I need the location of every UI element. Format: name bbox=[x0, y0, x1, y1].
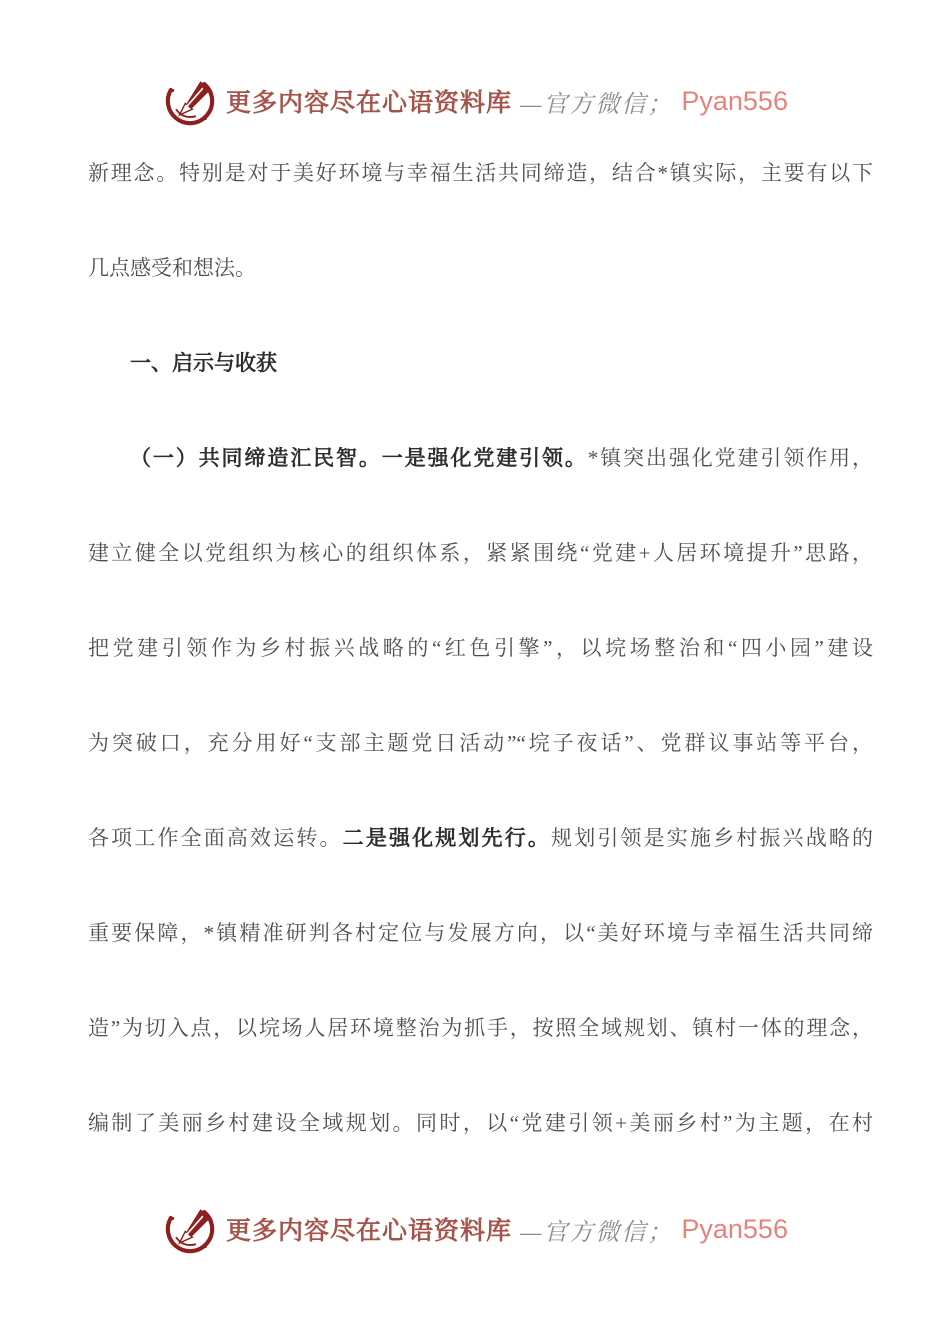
text-segment: *镇突出强化党建引领作用， bbox=[587, 446, 873, 470]
brand-wechat-label: —官方微信； bbox=[520, 1219, 674, 1246]
text-line bbox=[88, 1011, 873, 1106]
text-segment: 为突破口，充分用好“支部主题党日活动”“垸子夜话”、党群议事站等平台， bbox=[88, 731, 873, 755]
text-segment: 把党建引领作为乡村振兴战略的“红色引擎”，以垸场整治和“四小园”建设 bbox=[88, 636, 873, 660]
text-segment: 造”为切入点，以垸场人居环境整治为抓手，按照全域规划、镇村一体的理念， bbox=[88, 1016, 873, 1040]
document-body bbox=[88, 156, 873, 1201]
text-line bbox=[88, 536, 873, 631]
header-brand bbox=[0, 70, 950, 132]
brand-site-name: 更多内容尽在心语资料库 bbox=[226, 90, 513, 117]
text-line bbox=[88, 821, 873, 916]
text-line bbox=[88, 441, 873, 536]
text-line bbox=[88, 916, 873, 1011]
brand-wechat-id: Pyan556 bbox=[681, 1213, 788, 1244]
text-segment: 二是强化规划先行。 bbox=[342, 826, 552, 850]
text-line bbox=[88, 726, 873, 821]
text-line bbox=[88, 631, 873, 726]
brand-wechat-id: Pyan556 bbox=[681, 85, 788, 116]
text-line bbox=[88, 251, 873, 346]
text-segment: （一）共同缔造汇民智。一是强化党建引领。 bbox=[130, 446, 588, 470]
text-segment: 一、启示与收获 bbox=[130, 351, 277, 375]
brand-wechat-label: —官方微信； bbox=[520, 91, 674, 118]
footer-brand bbox=[0, 1198, 950, 1260]
pen-swirl-logo bbox=[162, 1201, 218, 1257]
pen-swirl-logo bbox=[162, 73, 218, 129]
text-segment: 编制了美丽乡村建设全域规划。同时，以“党建引领+美丽乡村”为主题，在村 bbox=[88, 1111, 873, 1135]
brand-site-name: 更多内容尽在心语资料库 bbox=[226, 1218, 513, 1245]
text-segment: 新理念。特别是对于美好环境与幸福生活共同缔造，结合*镇实际，主要有以下 bbox=[88, 161, 873, 185]
text-segment: 规划引领是实施乡村振兴战略的 bbox=[551, 826, 873, 850]
text-line bbox=[88, 156, 873, 251]
text-line bbox=[88, 1106, 873, 1201]
text-segment: 几点感受和想法。 bbox=[88, 256, 256, 280]
text-segment: 建立健全以党组织为核心的组织体系，紧紧围绕“党建+人居环境提升”思路， bbox=[88, 541, 873, 565]
section-heading bbox=[88, 346, 873, 441]
text-segment: 各项工作全面高效运转。 bbox=[88, 826, 343, 850]
text-segment: 重要保障，*镇精准研判各村定位与发展方向，以“美好环境与幸福生活共同缔 bbox=[88, 921, 873, 945]
